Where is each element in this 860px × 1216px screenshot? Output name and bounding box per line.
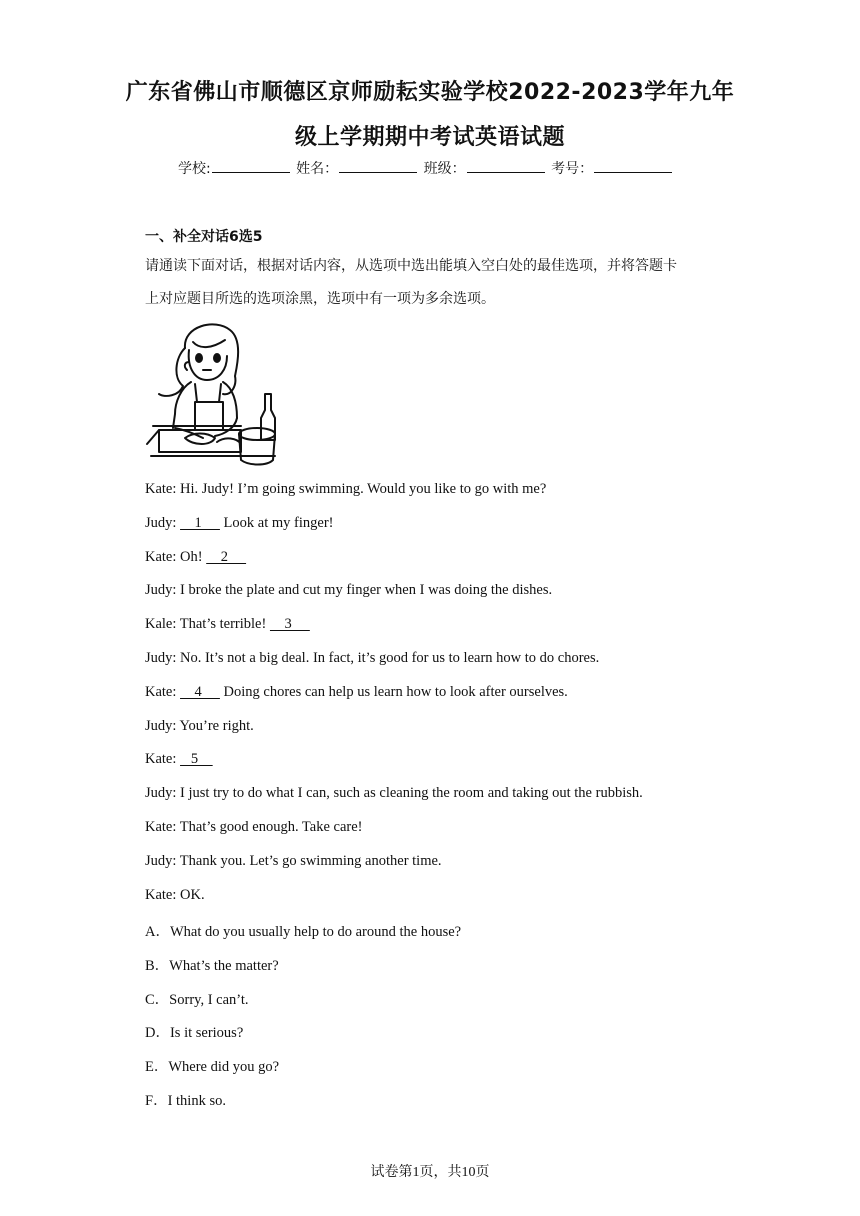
instructions-line-1: 请通读下面对话，根据对话内容，从选项中选出能填入空白处的最佳选项，并将答题卡 xyxy=(145,258,677,274)
name-label: 姓名： xyxy=(296,161,339,177)
dialogue-text: Judy: I just try to do what I can, such as cleaning the room and taking out the rubbish. xyxy=(145,785,643,802)
answer-blank: 1 xyxy=(180,514,220,531)
dialogue-text: Judy: I broke the plate and cut my finger when I was doing the dishes. xyxy=(145,582,553,599)
option-item: D．Is it serious? xyxy=(145,1025,244,1042)
page-footer: 试卷第1页，共10页 xyxy=(370,1165,490,1180)
school-blank xyxy=(212,160,290,173)
dialogue-line xyxy=(145,887,205,904)
class-blank xyxy=(467,160,545,173)
dialogue-text: Kate: Oh! xyxy=(145,548,207,565)
option-item: F．I think so. xyxy=(145,1093,226,1109)
dialogue-line xyxy=(145,582,552,599)
dialogue-text: Kate: Hi. Judy! I’m going swimming. Would you like to go with me? xyxy=(145,481,547,497)
dialogue-text: Kale: That’s terrible! xyxy=(145,616,270,633)
dialogue-line xyxy=(145,684,568,701)
student-info xyxy=(178,158,674,178)
dialogue-line xyxy=(145,785,643,802)
answer-blank: 5 xyxy=(180,751,213,768)
girl-cooking-illustration xyxy=(145,318,280,468)
dialogue-text: Look at my finger! xyxy=(219,514,334,531)
instructions-line-2: 上对应题目所选的选项涂黑，选项中有一项为多余选项。 xyxy=(145,291,495,307)
dialogue-line xyxy=(145,819,363,836)
school-label: 学校: xyxy=(178,161,211,177)
dialogue-text: Kate: xyxy=(145,683,181,700)
dialogue-text: Doing chores can help us learn how to look after ourselves. xyxy=(219,683,568,700)
option-item: C．Sorry, I can’t. xyxy=(145,991,249,1008)
option-item: A．What do you usually help to do around the house? xyxy=(145,924,462,940)
dialogue-line xyxy=(145,751,213,768)
name-blank xyxy=(339,160,417,173)
title-line-2: 级上学期期中考试英语试题 xyxy=(294,125,565,150)
answer-blank: 4 xyxy=(180,683,220,700)
dialogue-text: Kate: OK. xyxy=(145,886,205,903)
option-item: B．What’s the matter? xyxy=(145,957,279,974)
answer-blank: 2 xyxy=(206,548,247,565)
number-label: 考号： xyxy=(551,161,594,177)
dialogue-text: Judy: xyxy=(145,514,181,531)
dialogue-line xyxy=(145,718,254,735)
option-item: E．Where did you go? xyxy=(145,1059,280,1076)
dialogue-line xyxy=(145,853,442,870)
answer-blank: 3 xyxy=(269,616,310,633)
dialogue-text: Judy: Thank you. Let’s go swimming another time. xyxy=(145,852,442,869)
dialogue-text: Judy: No. It’s not a big deal. In fact, it’s good for us to learn how to do chores. xyxy=(145,650,600,666)
number-blank xyxy=(594,160,672,173)
dialogue-line xyxy=(145,616,310,633)
dialogue-line xyxy=(145,549,246,566)
dialogue-text: Judy: You’re right. xyxy=(145,717,254,734)
dialogue-line xyxy=(145,481,546,498)
dialogue-text: Kate: That’s good enough. Take care! xyxy=(145,819,363,835)
dialogue-text: Kate: xyxy=(145,751,181,768)
section-heading: 一、补全对话6选5 xyxy=(145,229,263,245)
class-label: 班级： xyxy=(423,161,466,177)
dialogue-line xyxy=(145,515,333,532)
title-line-1: 广东省佛山市顺德区京师励耘实验学校2022-2023学年九年 xyxy=(125,80,735,105)
dialogue-line xyxy=(145,650,599,667)
